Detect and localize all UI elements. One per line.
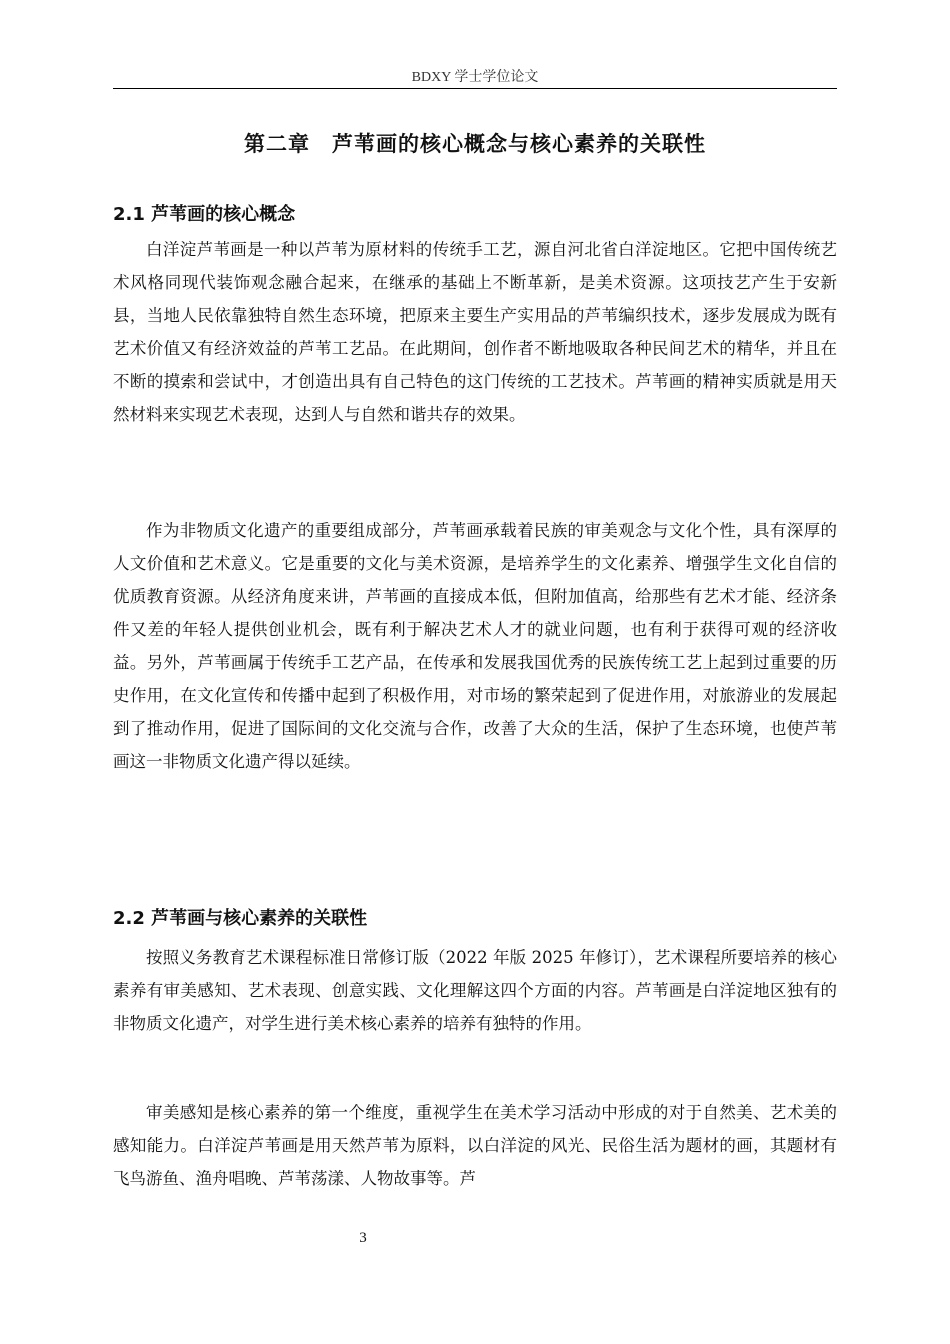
section-heading-2-1: 2.1 芦苇画的核心概念 [113, 204, 296, 225]
paragraph: 作为非物质文化遗产的重要组成部分，芦苇画承载着民族的审美观念与文化个性，具有深厚的人文价值和艺术意义。它是重要的文化与美术资源，是培养学生的文化素养、增强学生文化自信的优质教育资源。从经济角度来讲，芦苇画的直接成本低，但附加值高，给那些有艺术才能、经济条件又差的年轻人提供创业机会，既有利于解决艺术人才的就业问题，也有利于获得可观的经济收益。另外，芦苇画属于传统手工艺产品，在传承和发展我国优秀的民族传统工艺上起到过重要的历史作用，在文化宣传和传播中起到了积极作用，对市场的繁荣起到了促进作用，对旅游业的发展起到了推动作用，促进了国际间的文化交流与合作，改善了大众的生活，保护了生态环境，也使芦苇画这一非物质文化遗产得以延续。 [113, 521, 837, 771]
paragraph: 按照义务教育艺术课程标准日常修订版（2022 年版 2025 年修订），艺术课程所要培养的核心素养有审美感知、艺术表现、创意实践、文化理解这四个方面的内容。芦苇画是白洋淀地区独有的非物质文化遗产，对学生进行美术核心素养的培养有独特的作用。 [113, 948, 837, 1033]
chapter-title: 第二章 芦苇画的核心概念与核心素养的关联性 [244, 132, 706, 156]
page-number: 3 [359, 1230, 367, 1246]
header-rule [113, 88, 837, 89]
paragraph: 白洋淀芦苇画是一种以芦苇为原材料的传统手工艺，源自河北省白洋淀地区。它把中国传统艺术风格同现代装饰观念融合起来，在继承的基础上不断革新，是美术资源。这项技艺产生于安新县，当地人民依靠独特自然生态环境，把原来主要生产实用品的芦苇编织技术，逐步发展成为既有艺术价值又有经济效益的芦苇工艺品。在此期间，创作者不断地吸取各种民间艺术的精华，并且在不断的摸索和尝试中，才创造出具有自己特色的这门传统的工艺技术。芦苇画的精神实质就是用天然材料来实现艺术表现，达到人与自然和谐共存的效果。 [113, 240, 837, 424]
running-header: BDXY 学士学位论文 [411, 70, 539, 85]
paragraph: 审美感知是核心素养的第一个维度，重视学生在美术学习活动中形成的对于自然美、艺术美的感知能力。白洋淀芦苇画是用天然芦苇为原料，以白洋淀的风光、民俗生活为题材的画，其题材有飞鸟游鱼、渔舟唱晚、芦苇荡漾、人物故事等。芦 [113, 1103, 837, 1188]
section-heading-2-2: 2.2 芦苇画与核心素养的关联性 [113, 908, 368, 929]
